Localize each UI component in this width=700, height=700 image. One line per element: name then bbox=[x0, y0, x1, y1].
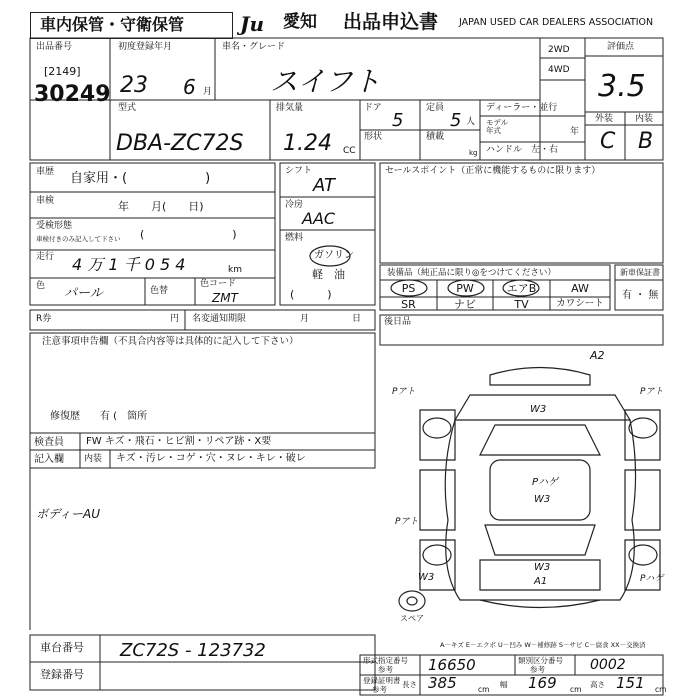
notes-handwritten: ボディーAU bbox=[36, 507, 101, 521]
reg-label: 登録番号 bbox=[40, 668, 84, 681]
shape-label: 形状 bbox=[364, 132, 383, 142]
exterior-label: 外装 bbox=[595, 114, 614, 124]
mileage-label: 走行 bbox=[36, 252, 55, 262]
repair-label: 修復歴 有 ( 箇所 bbox=[50, 411, 148, 422]
cm-unit-1: cm bbox=[478, 685, 490, 694]
width-label: 幅 bbox=[500, 680, 508, 689]
type-spec-label: 形式指定番号 bbox=[363, 656, 408, 665]
mark-roof-w3: W3 bbox=[534, 494, 551, 505]
mileage-value: 4 万 1 千 0 5 4 bbox=[72, 255, 186, 274]
grade-label: 評価点 bbox=[607, 42, 635, 52]
notes-label: 注意事項申告欄（不具合内容等は具体的に記入して下さい） bbox=[42, 336, 299, 347]
ju-logo: Ju bbox=[240, 12, 265, 36]
mark-hood: W3 bbox=[530, 404, 547, 415]
length-value: 385 bbox=[428, 674, 457, 692]
name-change-label: 名変通知期限 bbox=[192, 314, 247, 324]
mark-rear-right: Pハゲ bbox=[640, 574, 664, 584]
storage-label: 車内保管・守衛保管 bbox=[40, 15, 185, 34]
exterior-value: C bbox=[600, 129, 616, 154]
first-reg-label: 初度登録年月 bbox=[118, 42, 173, 52]
shift-value: AT bbox=[313, 175, 335, 196]
fuel-diesel: 軽 油 bbox=[312, 268, 345, 281]
equip-leather: カワシート bbox=[556, 298, 604, 309]
equipment-label: 装備品（純正品に限り◎をつけてください） bbox=[387, 268, 556, 278]
inspection-label: 車検 bbox=[36, 196, 55, 206]
day-label: 日 bbox=[352, 314, 362, 324]
lot-number: 30249 bbox=[34, 82, 111, 107]
cm-unit-3: cm bbox=[655, 685, 667, 694]
color-code: ZMT bbox=[212, 291, 238, 305]
fw-line: FW キズ・飛石・ヒビ割・リペア跡・X要 bbox=[86, 436, 272, 447]
inspection-value: 年 月( 日) bbox=[118, 200, 204, 213]
person-unit: 人 bbox=[466, 117, 476, 127]
color-value: パール bbox=[64, 286, 103, 301]
r-label: R券 bbox=[36, 314, 52, 324]
kg-unit: kg bbox=[469, 149, 478, 157]
warranty-value: 有 ・ 無 bbox=[622, 290, 659, 301]
equip-sr: SR bbox=[401, 298, 416, 311]
displacement-value: 1.24 bbox=[283, 131, 332, 156]
brand-place: 愛知 bbox=[283, 12, 317, 32]
type-spec-value: 16650 bbox=[428, 656, 476, 674]
receipt-paren: ( ) bbox=[140, 228, 237, 241]
receipt-sub: 車検付きのみ記入して下さい bbox=[36, 235, 121, 243]
chassis-value: ZC72S - 123732 bbox=[120, 640, 266, 661]
equip-ps: PS bbox=[401, 282, 416, 295]
door-label: ドア bbox=[364, 103, 382, 113]
mark-rear-w3: W3 bbox=[534, 562, 551, 573]
dealer-label: ディーラー・並行 bbox=[486, 103, 558, 113]
fuel-gas: ガソリン bbox=[314, 250, 354, 261]
door-value: 5 bbox=[392, 110, 404, 131]
history-value: 自家用・( ) bbox=[70, 171, 211, 186]
lot-sub: [2149] bbox=[44, 65, 81, 78]
ref-label-2: 参考 bbox=[530, 665, 545, 674]
cm-unit-2: cm bbox=[570, 685, 582, 694]
interior-label: 内装 bbox=[635, 114, 654, 124]
lot-label: 出品番号 bbox=[36, 42, 73, 52]
month-unit: 月 bbox=[203, 87, 213, 97]
capacity-value: 5 bbox=[450, 110, 462, 131]
width-value: 169 bbox=[528, 674, 557, 692]
fuel-paren: ( ) bbox=[290, 288, 332, 301]
drive-2wd: 2WD bbox=[548, 45, 570, 55]
spare-label: スペア bbox=[400, 614, 424, 623]
height-value: 151 bbox=[616, 674, 645, 692]
height-label: 高さ bbox=[590, 680, 605, 689]
reg-doc-label: 登録証明書 bbox=[363, 676, 401, 685]
class-value: 0002 bbox=[590, 657, 626, 673]
mark-rear-a1: A1 bbox=[534, 576, 548, 587]
cooling-label: 冷房 bbox=[285, 200, 304, 210]
shift-label: シフト bbox=[285, 166, 313, 176]
length-label: 長さ bbox=[402, 680, 417, 689]
mark-front-left: Pアト bbox=[392, 387, 416, 397]
ref-label-3: 参考 bbox=[372, 685, 387, 694]
damage-legend: A－キズ E－エクボ U－凹み W－補修跡 S－サビ C－腐食 XX－交換済 bbox=[440, 641, 646, 649]
interior-line-label: 内装 bbox=[84, 454, 103, 464]
displacement-label: 排気量 bbox=[276, 103, 304, 113]
load-label: 積載 bbox=[426, 132, 445, 142]
repaint-label: 色替 bbox=[150, 286, 169, 296]
sales-label: セールスポイント（正常に機能するものに限ります） bbox=[385, 166, 601, 176]
equip-airbag: エアB bbox=[506, 282, 537, 295]
interior-value: B bbox=[638, 129, 654, 154]
model-code: DBA-ZC72S bbox=[116, 131, 244, 156]
history-label: 車歴 bbox=[36, 167, 55, 177]
mark-front-right: Pアト bbox=[640, 387, 664, 397]
interior-line: キズ・汚レ・コゲ・穴・ヌレ・キレ・破レ bbox=[116, 453, 306, 464]
later-label: 後日品 bbox=[384, 317, 412, 327]
receipt-label: 受検形態 bbox=[36, 221, 73, 231]
model-year-label: モデル 年式 bbox=[486, 118, 509, 136]
color-label: 色 bbox=[36, 281, 46, 291]
year-unit: 年 bbox=[570, 127, 580, 137]
fuel-label: 燃料 bbox=[285, 233, 304, 243]
model-label: 型式 bbox=[118, 103, 137, 113]
handle-label: ハンドル 左・右 bbox=[486, 145, 559, 155]
cc-unit: CC bbox=[343, 146, 356, 156]
ref-label: 参考 bbox=[378, 665, 393, 674]
first-reg-year: 23 bbox=[120, 73, 148, 98]
km-unit: km bbox=[228, 265, 242, 275]
grade-value: 3.5 bbox=[598, 69, 646, 104]
mark-a2: A2 bbox=[590, 349, 605, 362]
drive-4wd: 4WD bbox=[548, 65, 570, 75]
car-name-label: 車名・グレード bbox=[222, 42, 286, 52]
cooling-value: AAC bbox=[302, 209, 336, 228]
form-title: 出品申込書 bbox=[343, 11, 439, 33]
yen-unit: 円 bbox=[170, 314, 180, 324]
mark-left-side: Pアト bbox=[395, 517, 419, 527]
mark-rear-left: W3 bbox=[418, 572, 435, 583]
equip-tv: TV bbox=[514, 298, 529, 311]
equip-navi: ナビ bbox=[454, 298, 476, 311]
chassis-label: 車台番号 bbox=[40, 641, 84, 654]
color-code-label: 色コード bbox=[200, 279, 237, 289]
mark-roof: Pハゲ bbox=[532, 477, 559, 488]
english-title: JAPAN USED CAR DEALERS ASSOCIATION bbox=[459, 17, 654, 28]
class-label: 類別区分番号 bbox=[518, 656, 563, 665]
equip-pw: PW bbox=[456, 282, 474, 295]
capacity-label: 定員 bbox=[426, 103, 445, 113]
inspector-label-1: 検査員 bbox=[34, 437, 64, 448]
equip-aw: AW bbox=[571, 282, 589, 295]
first-reg-month: 6 bbox=[183, 75, 196, 99]
month-label: 月 bbox=[300, 314, 310, 324]
warranty-label: 新車保証書 bbox=[620, 268, 660, 277]
car-name: スイフト bbox=[270, 65, 381, 98]
inspector-label-2: 記入欄 bbox=[34, 454, 64, 465]
